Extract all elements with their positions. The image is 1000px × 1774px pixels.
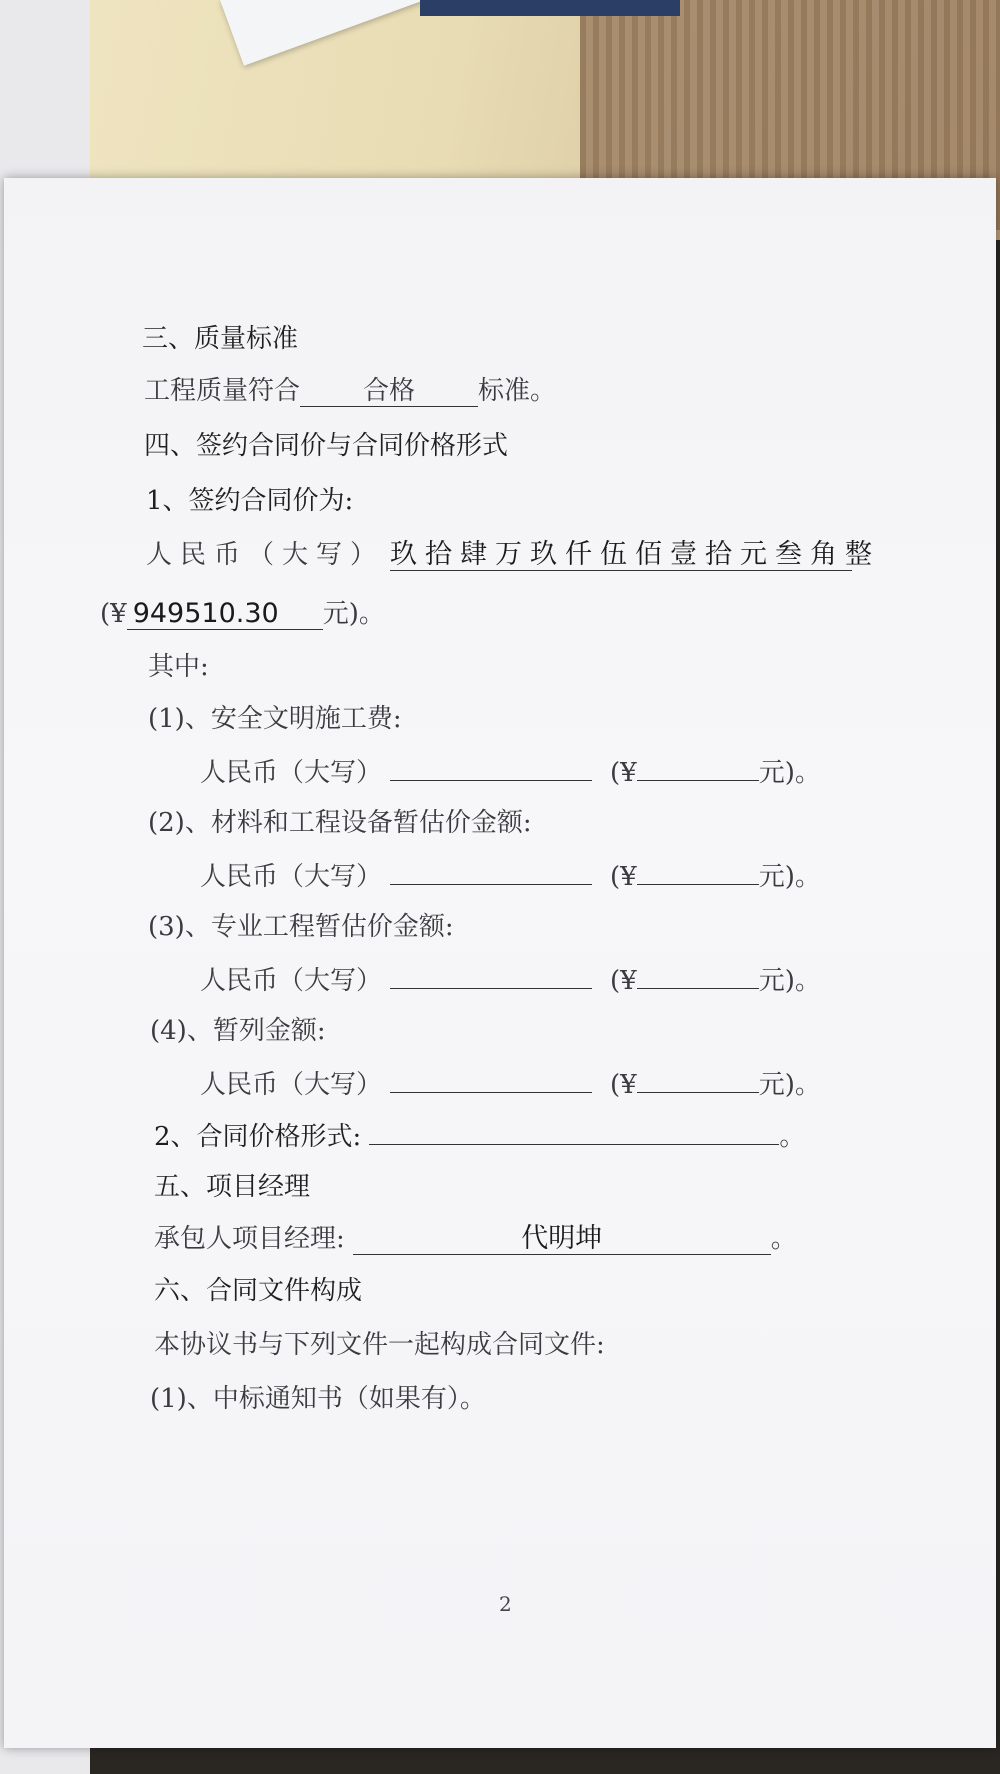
page-number: 2 (499, 1592, 512, 1616)
rmb-label: 人民币（大写） (200, 1070, 383, 1100)
yuan-close: 元)。 (758, 758, 821, 788)
quality-suffix: 标准。 (478, 376, 557, 406)
docs-item1: (1)、中标通知书（如果有）。 (150, 1384, 486, 1414)
item1-amount-line (200, 750, 821, 789)
section-price-title: 四、签约合同价与合同价格形式 (144, 431, 509, 461)
item3-amount-line (200, 958, 821, 997)
quality-line (144, 370, 556, 407)
pm-field (353, 1224, 771, 1255)
item1-label: (1)、安全文明施工费: (148, 704, 402, 734)
yen-amount-field (127, 599, 323, 630)
rmb-label: 人民币（大写） (146, 540, 385, 570)
item4-amount-line (200, 1062, 821, 1101)
section-pm-title: 五、项目经理 (154, 1172, 311, 1202)
yen-blank (637, 750, 759, 781)
period-mark: 。 (779, 1122, 806, 1152)
including-label: 其中: (148, 652, 209, 682)
pm-label: 承包人项目经理: (154, 1224, 345, 1254)
rmb-blank (390, 1062, 592, 1093)
quality-field (300, 376, 478, 407)
quality-prefix: 工程质量符合 (144, 376, 301, 406)
yen-amount-line (100, 593, 385, 630)
blue-object (420, 0, 680, 16)
rmb-blank (390, 958, 592, 989)
pm-name: 代明坤 (521, 1223, 603, 1254)
yen-blank (637, 854, 759, 885)
price-subtitle: 1、签约合同价为: (146, 486, 354, 516)
price-form-label: 2、合同价格形式: (154, 1122, 362, 1152)
price-form-line (154, 1114, 805, 1153)
rmb-amount-words: 玖拾肆万玖仟伍佰壹拾元叁角整 (390, 539, 881, 570)
item2-label: (2)、材料和工程设备暂估价金额: (148, 808, 532, 838)
rmb-label: 人民币（大写） (200, 758, 383, 788)
period-mark: 。 (770, 1224, 797, 1254)
rmb-label: 人民币（大写） (200, 862, 383, 892)
docs-intro: 本协议书与下列文件一起构成合同文件: (154, 1330, 605, 1360)
yuan-close: 元)。 (758, 966, 821, 996)
yen-blank (637, 1062, 759, 1093)
quality-value: 合格 (363, 376, 416, 406)
document-page (4, 178, 996, 1748)
section-quality-title: 三、质量标准 (142, 324, 299, 354)
rmb-blank (390, 854, 592, 885)
yuan-close: 元)。 (758, 1070, 821, 1100)
yen-open: (¥ (610, 966, 637, 996)
item3-label: (3)、专业工程暂估价金额: (148, 912, 454, 942)
item4-label: (4)、暂列金额: (150, 1016, 326, 1046)
pm-line (154, 1218, 797, 1255)
price-form-blank (369, 1114, 779, 1145)
rmb-blank (390, 750, 592, 781)
item2-amount-line (200, 854, 821, 893)
yen-open: (¥ (610, 862, 637, 892)
yen-open: (¥ (610, 1070, 637, 1100)
rmb-amount-field (390, 539, 881, 571)
section-docs-title: 六、合同文件构成 (154, 1276, 363, 1306)
rmb-amount-line (146, 534, 881, 571)
yen-suffix: 元)。 (322, 599, 385, 629)
rmb-label: 人民币（大写） (200, 966, 383, 996)
yen-prefix: (¥ (100, 599, 127, 629)
yen-blank (637, 958, 759, 989)
yuan-close: 元)。 (758, 862, 821, 892)
yen-amount: 949510.30 (132, 598, 279, 629)
yen-open: (¥ (610, 758, 637, 788)
